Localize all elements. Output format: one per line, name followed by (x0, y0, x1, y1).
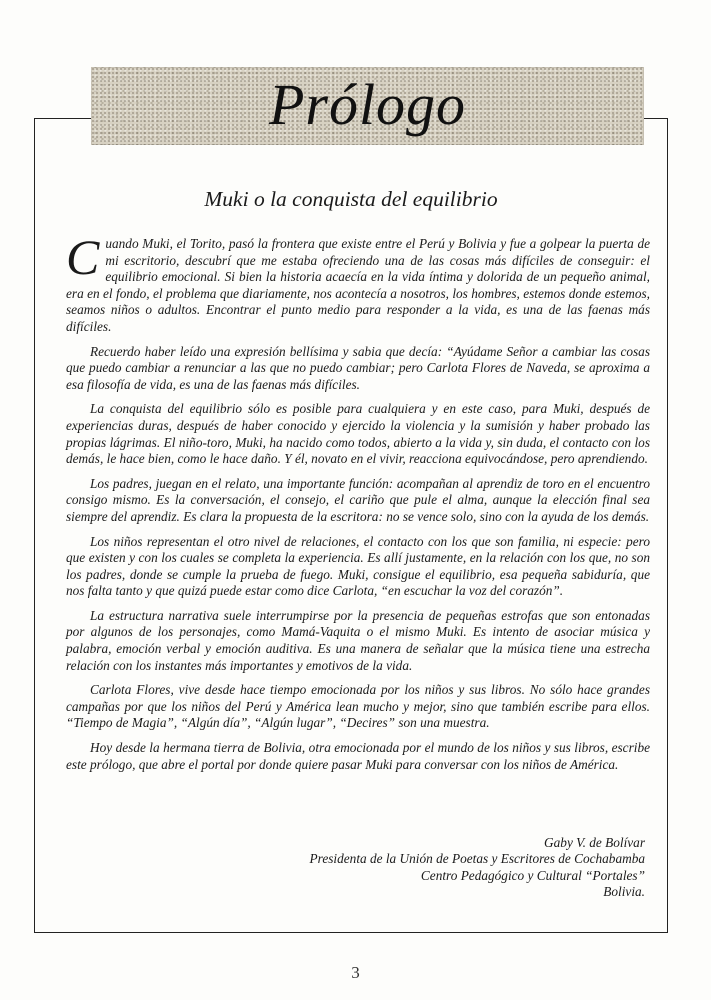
paragraph-8: Hoy desde la hermana tierra de Bolivia, otra emocionada por el mundo de los niños y sus libros, escribe este prólogo, que abre el portal por donde quiere pasar Muki para conversar con los niños de América. (66, 740, 650, 772)
page-number: 3 (351, 963, 360, 982)
signature-block (225, 835, 645, 901)
signature-line-3: Bolivia. (603, 884, 645, 900)
paragraph-1-text: uando Muki, el Torito, pasó la frontera que existe entre el Perú y Bolivia y fue a golpear la puerta de mi escritorio, descubrí que me estaba ofreciendo una de las cosas más difíciles de conseguir: el equilibrio emocional. Si bien la historia acaecía en la vida íntima y dolorida de un pequeño animal, era en el fondo, el problema que diariamente, nos acontecía a nosotros, los hombres, estemos donde estemos, seamos niños o adultos. Encontrar el punto medio para responder a la vida, es una de las faenas más difíciles. (66, 236, 650, 334)
paragraph-4: Los padres, juegan en el relato, una importante función: acompañan al aprendiz de toro en el encuentro consigo mismo. Es la conversación, el consejo, el cariño que pule el alma, aunque la elección final sea siempre del aprendiz. Es clara la propuesta de la escritora: no se vence solo, sino con la ayuda de los demás. (66, 475, 650, 524)
paragraph-5: Los niños representan el otro nivel de relaciones, el contacto con los que son familia, ni especie: pero que existen y con los cuales se completa la experiencia. Es allí justamente, en la relación con los que, no son los padres, donde se cumple la prueba de fuego. Muki, consigue el equilibrio, esa pequeña sabiduría, que nos falta tanto y que quizá puede estar como dice Carlota, “en escuchar la voz del corazón”. (66, 533, 650, 599)
title-banner (91, 67, 644, 145)
signature-line-2: Centro Pedagógico y Cultural “Portales” (420, 867, 645, 883)
drop-cap: C (66, 229, 100, 285)
signature-line-1: Presidenta de la Unión de Poetas y Escritores de Cochabamba (309, 851, 645, 867)
subtitle: Muki o la conquista del equilibrio (204, 187, 498, 211)
paragraph-3: La conquista del equilibrio sólo es posible para cualquiera y en este caso, para Muki, después de experiencias duras, después de haber conocido y ejercido la violencia y la sumisión y haber probado las propias lágrimas. El niño-toro, Muki, ha nacido como todos, abierto a la vida y, sin duda, el contacto con los demás, le hace bien, como le hace daño. Y él, novato en el vivir, reacciona equivocándose, pero aprendiendo. (66, 401, 650, 467)
page-title: Prólogo (268, 72, 467, 137)
signature-name: Gaby V. de Bolívar (544, 835, 645, 850)
paragraph-1 (66, 229, 650, 336)
paragraph-2: Recuerdo haber leído una expresión bellísima y sabia que decía: “Ayúdame Señor a cambiar las cosas que puedo cambiar a renunciar a las que no puedo cambiar; pero Carlota Flores de Naveda, se aproxima a esa filosofía de vida, es una de las faenas más difíciles. (66, 343, 650, 392)
paragraph-6: La estructura narrativa suele interrumpirse por la presencia de pequeñas estrofas que son entonadas por algunos de los personajes, como Mamá-Vaquita o el mismo Muki. Es intento de asociar música y palabra, emoción verbal y emoción auditiva. Es una manera de señalar que la música tiene una estrecha relación con los instantes más importantes y emotivos de la vida. (66, 607, 650, 673)
paragraph-7: Carlota Flores, vive desde hace tiempo emocionada por los niños y sus libros. No sólo hace grandes campañas por que los niños del Perú y América lean mucho y mejor, sino que también escribe para ellos. “Tiempo de Magia”, “Algún día”, “Algún lugar”, “Decires” son una muestra. (66, 682, 650, 731)
prologue-body (66, 229, 650, 781)
